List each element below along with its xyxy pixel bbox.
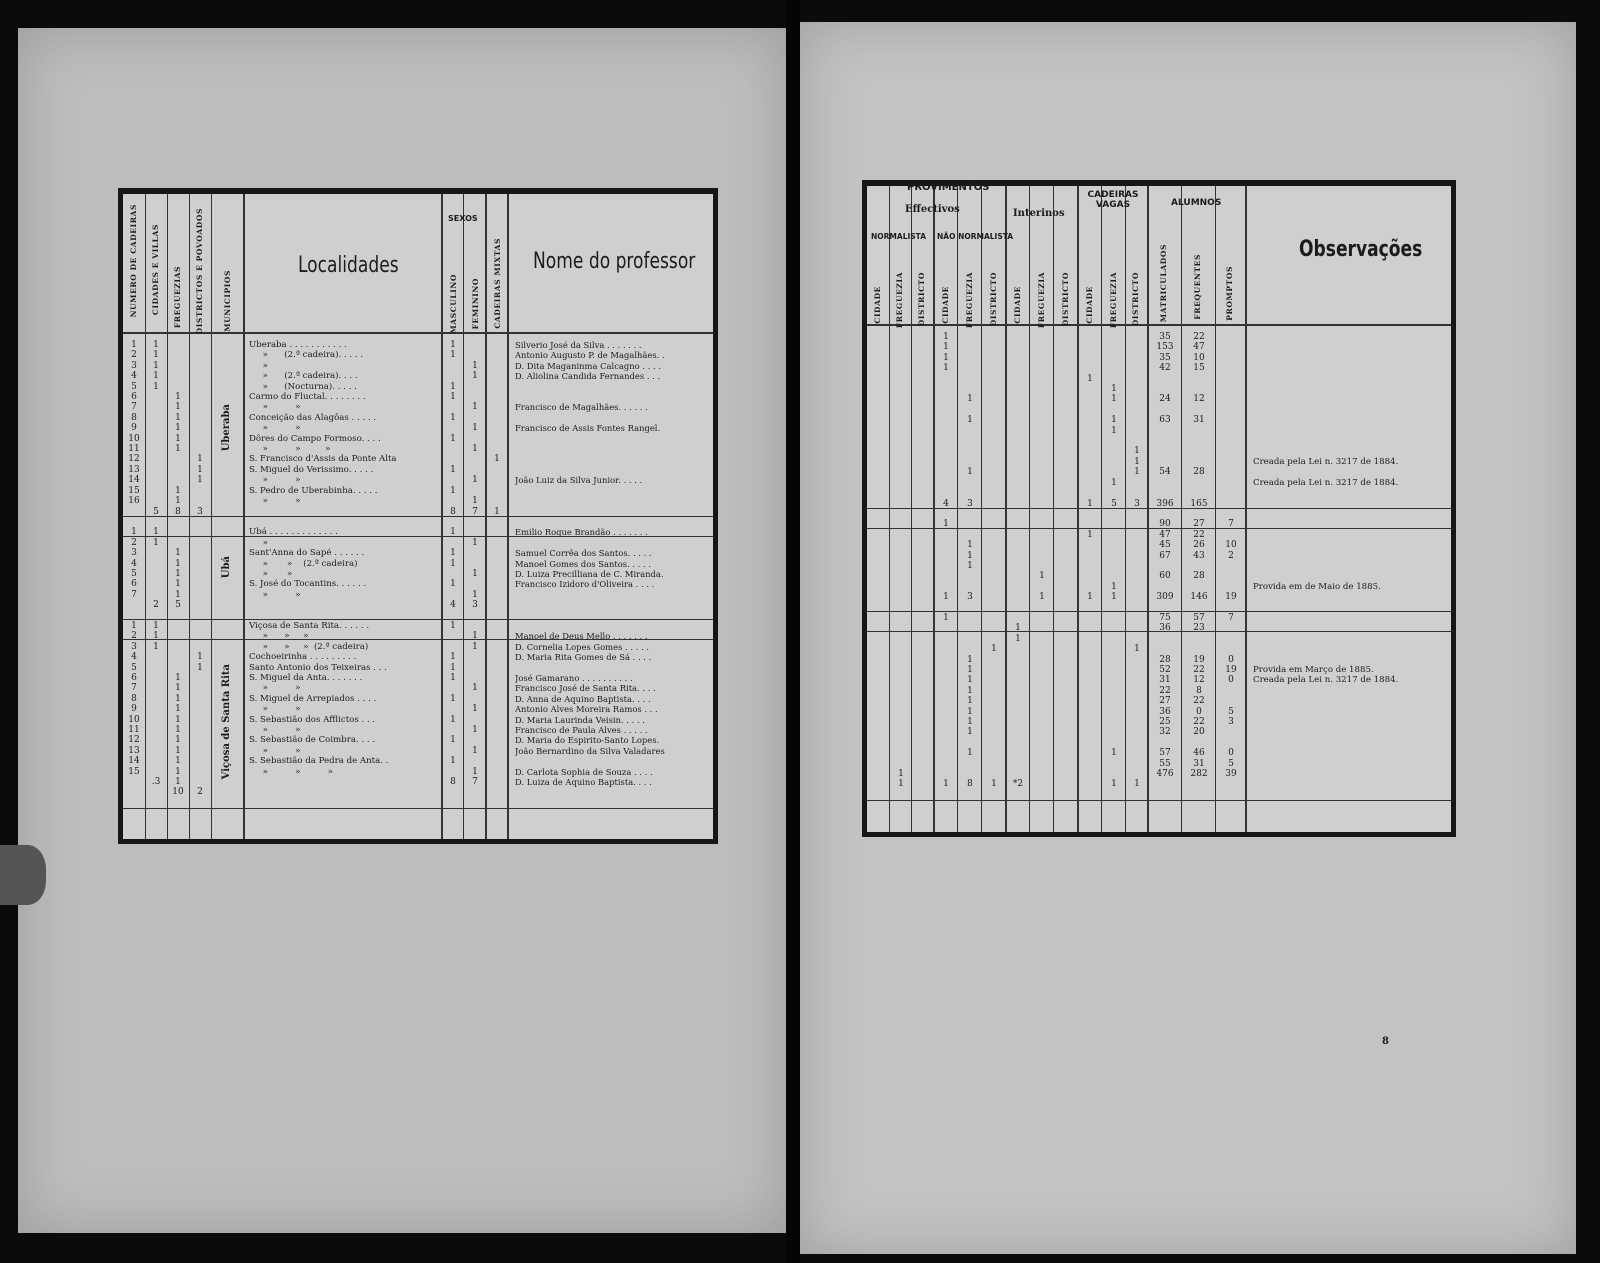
sexos-header: SEXOS <box>448 214 478 223</box>
nn-freguezia-header: FREGUEZIA <box>965 272 974 329</box>
districtos-header: DISTRICTOS E POVOADOS <box>195 208 204 335</box>
int-cidade-column: 1 1 *2 <box>1012 623 1024 790</box>
cidade-header: CIDADE <box>873 286 882 324</box>
left-page <box>18 28 786 1233</box>
cadeiras-vagas-header: CADEIRAS VAGAS <box>1087 190 1139 210</box>
nn-freguezia-column: 1 1 1 3 1 1 1 3 1 1 1 1 1 1 1 1 1 8 <box>967 394 973 790</box>
municipio-uberaba: Uberaba <box>221 404 232 452</box>
interinos-header: Interinos <box>1013 208 1065 219</box>
observacao-4: Provida em Março de 1885. <box>1253 665 1374 675</box>
masculino-column: 1 1 1 1 1 1 1 1 8 1 1 1 1 4 1 1 1 1 1 1 1 1 8 <box>450 340 456 788</box>
nao-normalista-header: NÃO NORMALISTA <box>937 232 1014 241</box>
int-districto-header: DISTRICTO <box>1061 272 1070 327</box>
feminino-header: FEMININO <box>471 278 480 330</box>
observacao-2: Creada pela Lei n. 3217 de 1884. <box>1253 478 1399 488</box>
freguezias-header: FREGUEZIAS <box>173 266 182 329</box>
mixtas-header: CADEIRAS MIXTAS <box>493 238 502 329</box>
numero-column: 1 2 3 4 5 6 7 8 9 10 11 12 13 14 15 16 1 2 3 4 5 6 7 1 2 3 4 5 6 7 8 9 10 11 12 13 14 15 <box>128 340 140 777</box>
observacoes-header: Observações <box>1299 236 1423 262</box>
effectivos-header: Effectivos <box>905 204 960 215</box>
normal-freguezia-column: 1 1 <box>898 769 904 790</box>
int-cidade-header: CIDADE <box>1013 286 1022 324</box>
feminino-column: 1 1 1 1 1 1 1 7 1 1 1 3 1 1 1 1 1 1 1 7 <box>472 360 478 788</box>
mixtas-column: 1 1 <box>494 454 500 517</box>
professor-column: Silverio José da Silva . . . . . . . Antonio Augusto P. de Magalhães. . D. Dita Maganinma Calcagno . . . . D. Aliolina Candida Fernandes . . . Francisco de Magalhães. . . . . . Francisco de Assis Fontes Rangel. João Luiz da Silva Junior. . . . . Emilio Roque Brandão . . . . . . . Samuel Corrêa dos Santos. . . . . Manoel Gomes dos Santos. . . . . D. Luiza Precilliana de C. Miranda. Francisco Izidoro d'Oliveira . . . . Manoel de Deus Mello . . . . . . . D. Cornelia Lopes Gomes . . . . . D. Maria Rita Gomes de Sá . . . . José Gamarano . . . . . . . . . . Francisco José de Santa Rita. . . . D. Anna de Aquino Baptista. . . . Antonio Alves Moreira Ramos . . . D. Maria Laurinda Veisin. . . . . Francisco de Paula Alves . . . . . D. Maria do Espirito-Santo Lopes. João Bernardino da Silva Valadares D. Carlota Sophia de Souza . . . . D. Luiza de Aquino Baptista. . . . <box>515 340 665 788</box>
frequentes-header: FREQUENTES <box>1193 254 1202 320</box>
municipio-uba: Ubá <box>221 556 232 579</box>
right-table <box>862 180 1456 837</box>
page-number: 8 <box>1382 1036 1389 1047</box>
vaga-cidade-header: CIDADE <box>1085 286 1094 324</box>
freguezias-column: 1 1 1 1 1 1 1 1 8 1 1 1 1 1 5 1 1 1 1 1 1 1 1 1 1 1 10 <box>172 392 184 798</box>
localidades-column: Uberaba . . . . . . . . . . . » (2.ª cadeira). . . . . » » (2.ª cadeira). . . . » (Nocturna). . . . . Carmo do Fluctal. . . . . . . . » » Conceição das Alagôas . . . . . » » Dôres do Campo Formoso. . . . » » » S. Francisco d'Assis da Ponte Alta S. Miguel do Verissimo. . . . . » » S. Pedro de Uberabinha. . . . . » » Ubá . . . . . . . . . . . . . » Sant'Anna do Sapé . . . . . . » » (2.ª cadeira) » » S. José do Tocantins. . . . . . » » Viçosa de Santa Rita. . . . . . » » » » » » (2.ª cadeira) Cochoeirinha . . . . . . . . . Santo Antonio dos Teixeiras . . . S. Miguel da Anta. . . . . . . » » S. Miguel de Arrepiados . . . . » » S. Sebastião dos Afflictos . . . » » S. Sebastião de Coimbra. . . . » » S. Sebastião da Pedra de Anta. . » » » <box>249 340 397 777</box>
frequentes-column: 22 47 10 15 12 31 28 165 27 22 26 43 28 146 57 23 19 22 12 8 22 0 22 20 46 31 282 <box>1190 332 1208 780</box>
nn-districto-header: DISTRICTO <box>989 272 998 327</box>
nn-cidade-column: 1 1 1 1 4 1 1 1 1 <box>943 332 949 790</box>
matriculados-column: 35 153 35 42 24 63 54 396 90 47 45 67 60 309 75 36 28 52 31 22 27 36 25 32 57 55 476 <box>1156 332 1174 780</box>
vaga-cidade-column: 1 1 1 1 <box>1087 373 1093 603</box>
promptos-header: PROMPTOS <box>1225 266 1234 321</box>
professor-header: Nome do professor <box>533 248 696 274</box>
numero-header: NUMERO DE CADEIRAS <box>129 204 138 318</box>
left-table <box>118 188 718 844</box>
book-spine <box>786 0 800 1263</box>
masculino-header: MASCULINO <box>449 274 458 334</box>
right-page <box>800 22 1576 1254</box>
vaga-freguezia-column: 1 1 1 1 1 5 1 1 1 1 <box>1111 384 1117 790</box>
cidades-header: CIDADES E VILLAS <box>151 224 160 316</box>
districto-header: DISTRICTO <box>917 272 926 327</box>
normalista-header: NORMALISTA <box>871 232 927 241</box>
promptos-column: 7 10 2 19 7 0 19 0 5 3 0 5 39 <box>1225 519 1237 780</box>
observacao-5: Creada pela Lei n. 3217 de 1884. <box>1253 675 1399 685</box>
vaga-districto-header: DISTRICTO <box>1131 272 1140 327</box>
int-freguezia-header: FREGUEZIA <box>1037 272 1046 329</box>
nn-cidade-header: CIDADE <box>941 286 950 324</box>
int-freguezia-column: 1 1 <box>1039 571 1045 603</box>
observacao-3: Provida em de Maio de 1885. <box>1253 582 1381 592</box>
freguezia-header: FREGUEZIA <box>895 272 904 329</box>
matriculados-header: MATRICULADOS <box>1159 244 1168 323</box>
vaga-districto-column: 1 1 1 3 1 1 <box>1134 446 1140 790</box>
cidades-column: 1 1 1 1 1 5 1 1 2 1 1 1 .3 <box>151 340 161 788</box>
provimentos-header: PROVIMENTOS <box>907 182 990 193</box>
vaga-freguezia-header: FREGUEZIA <box>1109 272 1118 329</box>
alumnos-header: ALUMNOS <box>1171 198 1222 208</box>
municipios-header: MUNICIPIOS <box>223 270 232 332</box>
localidades-header: Localidades <box>298 252 399 278</box>
municipio-vicosa: Viçosa de Santa Rita <box>221 664 232 780</box>
binder-clip <box>0 845 46 905</box>
nn-districto-column: 1 1 <box>991 644 997 790</box>
observacao-1: Creada pela Lei n. 3217 de 1884. <box>1253 457 1399 467</box>
districtos-column: 1 1 1 3 1 1 2 <box>197 454 203 798</box>
